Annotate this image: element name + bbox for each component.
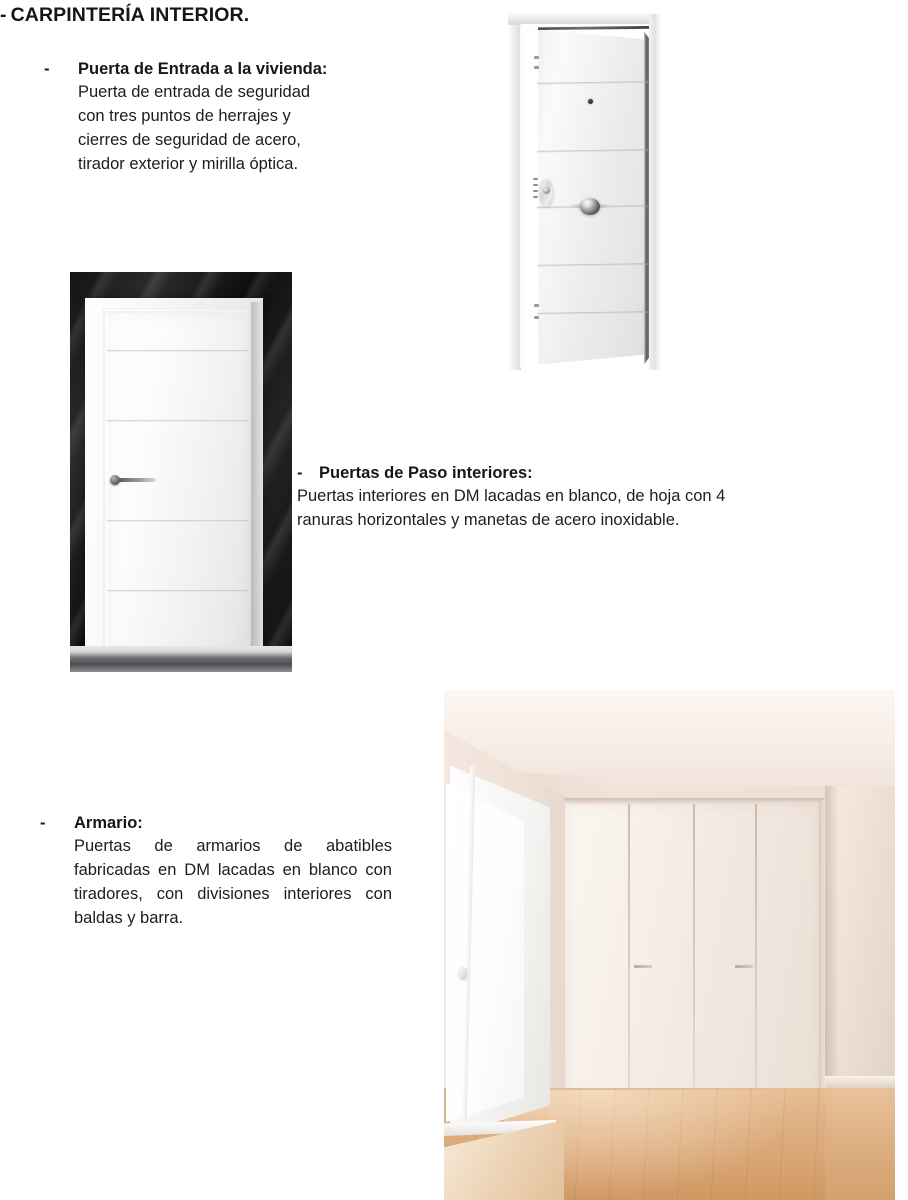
body-line: cierres de seguridad de acero,	[78, 130, 301, 149]
body-line: tiradores, con divisiones interiores con	[74, 884, 392, 903]
wardrobe-handle-icon	[634, 965, 652, 968]
bullet-content	[297, 462, 827, 533]
window-handle-icon	[459, 968, 467, 980]
bullet-heading: Puertas de Paso interiores:	[319, 464, 533, 482]
bullet-heading: Armario:	[74, 814, 143, 832]
bullet-body	[78, 81, 374, 176]
bullet-body	[297, 485, 827, 533]
door-frame-right	[649, 14, 661, 370]
bullet-row	[44, 58, 374, 176]
bullet-dash: -	[40, 814, 46, 832]
interior-floor	[70, 646, 292, 672]
wardrobe-door-seam	[628, 804, 630, 1098]
entrance-door-image	[508, 8, 668, 372]
body-line: con tres puntos de herrajes y	[78, 107, 291, 126]
bullet-dash: -	[297, 464, 303, 482]
door-hinge-edge	[644, 28, 649, 368]
security-bolts	[533, 178, 539, 208]
bullet-block-puerta-entrada	[44, 58, 374, 176]
door-hinge	[534, 316, 539, 319]
bullet-heading: Puerta de Entrada a la vivienda:	[78, 60, 328, 78]
interior-door-groove	[107, 350, 248, 352]
doorway-shadow	[825, 786, 839, 1092]
bullet-content	[74, 812, 392, 930]
door-hinge	[534, 304, 539, 307]
door-hinge	[534, 56, 539, 59]
door-knob-icon	[580, 198, 600, 215]
body-line: baldas y barra.	[74, 908, 184, 927]
title-lead-dash: -	[0, 4, 7, 26]
wardrobe-room-image	[444, 690, 895, 1200]
bullet-row	[40, 812, 392, 930]
bullet-dash: -	[44, 60, 50, 78]
body-line: Puertas interiores en DM lacadas en blanco, de hoja con 4	[297, 487, 726, 506]
body-line: tirador exterior y mirilla óptica.	[78, 154, 299, 173]
bullet-row	[297, 462, 827, 533]
interior-door-groove	[107, 420, 248, 422]
interior-door-bevel	[106, 311, 250, 653]
page-title	[0, 4, 249, 27]
bullet-body	[74, 835, 392, 930]
lock-cylinder-icon	[543, 187, 550, 194]
bullet-block-puertas-paso	[297, 462, 827, 533]
bullet-block-armario	[40, 812, 392, 930]
door-frame-left-inner	[520, 20, 529, 368]
interior-door-image	[70, 272, 292, 672]
interior-door-frame-shadow	[251, 302, 263, 654]
wardrobe-handle-icon	[735, 965, 753, 968]
body-line: Puertas de armarios de abatibles	[74, 837, 392, 856]
doorway-floor	[825, 1082, 895, 1200]
interior-door-groove	[107, 590, 248, 592]
wardrobe-side-panel	[819, 800, 825, 1100]
door-lever-handle-icon	[118, 478, 156, 482]
body-line: ranuras horizontales y manetas de acero inoxidable.	[297, 511, 680, 530]
window-glass	[446, 776, 524, 1122]
wardrobe-door-seam	[693, 804, 695, 1098]
door-leaf	[536, 26, 649, 368]
interior-door-groove	[107, 520, 248, 522]
bullet-content	[78, 58, 374, 176]
door-handle-rosette	[110, 475, 120, 485]
title-text: CARPINTERÍA INTERIOR.	[10, 4, 250, 26]
body-line: Puerta de entrada de seguridad	[78, 83, 311, 102]
door-hinge	[534, 66, 539, 69]
wardrobe-door-seam	[755, 804, 757, 1098]
peephole-icon	[588, 99, 593, 104]
doorway-baseboard	[825, 1076, 895, 1088]
body-line: fabricadas en DM lacadas en blanco con	[74, 861, 392, 880]
